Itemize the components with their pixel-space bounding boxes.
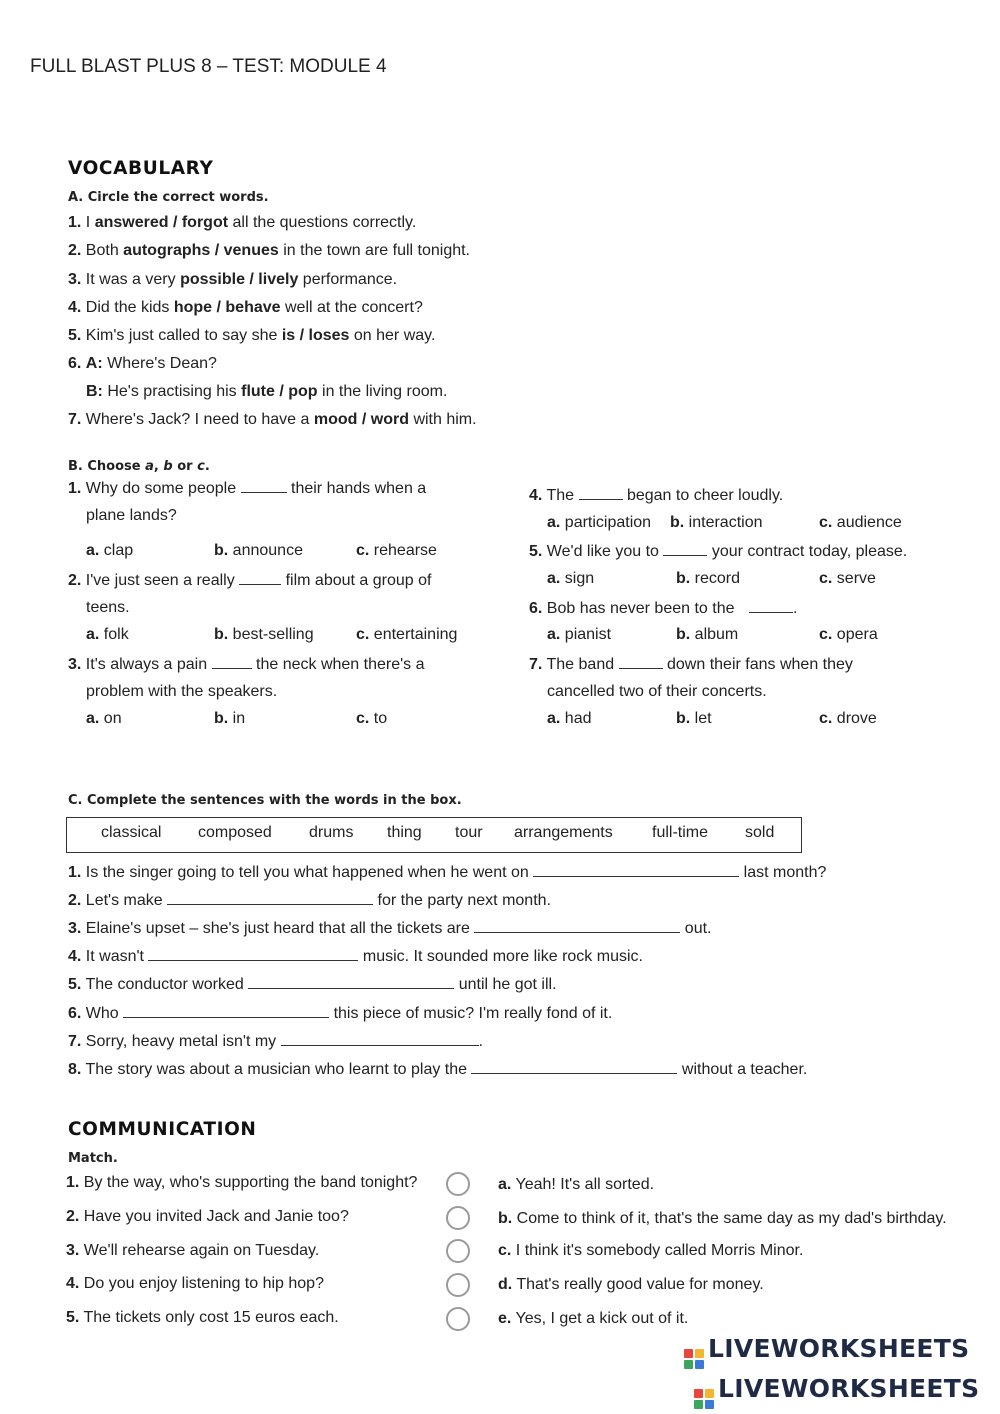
answer-blank[interactable]: [663, 541, 707, 556]
a-item-4: 4. Did the kids hope / behave well at the concert?: [68, 299, 423, 316]
b-q4-option-b[interactable]: b. interaction: [670, 514, 763, 531]
choice[interactable]: answered / forgot: [94, 214, 229, 231]
choice[interactable]: flute / pop: [241, 383, 318, 400]
b-question-3: 3. It's always a pain the neck when there's a: [68, 656, 425, 673]
match-left-2: 2. Have you invited Jack and Janie too?: [66, 1208, 349, 1225]
b-q3-option-b[interactable]: b. in: [214, 710, 246, 727]
b-q4-option-c[interactable]: c. audience: [819, 514, 902, 531]
b-q7-option-b[interactable]: b. let: [676, 710, 712, 727]
b-question-6: 6. Bob has never been to the .: [529, 600, 798, 617]
a-item-7: 7. Where's Jack? I need to have a mood / word with him.: [68, 411, 477, 428]
choice[interactable]: is / loses: [281, 327, 350, 344]
b-q3-option-a[interactable]: a. on: [86, 710, 122, 727]
word-box-item: composed: [198, 824, 272, 841]
section-c-instruction: C. Complete the sentences with the words in the box.: [68, 793, 462, 808]
liveworksheets-watermark: LIVEWORKSHEETS: [694, 1374, 979, 1409]
b-q3-option-c[interactable]: c. to: [356, 710, 388, 727]
choice[interactable]: autographs / venues: [123, 242, 279, 259]
vocabulary-heading: VOCABULARY: [68, 158, 214, 179]
a-item-3: 3. It was a very possible / lively performance.: [68, 271, 398, 288]
answer-blank[interactable]: [167, 890, 373, 905]
answer-blank[interactable]: [212, 654, 252, 669]
match-answer-circle-3[interactable]: [446, 1239, 470, 1263]
word-box-item: arrangements: [514, 824, 613, 841]
c-item-7: 7. Sorry, heavy metal isn't my .: [68, 1033, 484, 1050]
word-box-item: classical: [101, 824, 162, 841]
b-q2-option-b[interactable]: b. best-selling: [214, 626, 314, 643]
c-item-6: 6. Who this piece of music? I'm really fond of it.: [68, 1005, 613, 1022]
word-box: [66, 817, 802, 853]
communication-heading: COMMUNICATION: [68, 1119, 257, 1140]
c-item-2: 2. Let's make for the party next month.: [68, 892, 551, 909]
match-answer-circle-5[interactable]: [446, 1307, 470, 1331]
match-instruction: Match.: [68, 1151, 118, 1166]
b-question-1: 1. Why do some people their hands when a: [68, 480, 427, 497]
match-answer-circle-2[interactable]: [446, 1206, 470, 1230]
b-question-2: 2. I've just seen a really film about a group of: [68, 572, 432, 589]
word-box-item: sold: [745, 824, 775, 841]
b-q2-option-a[interactable]: a. folk: [86, 626, 129, 643]
section-a-instruction: A. Circle the correct words.: [68, 190, 269, 205]
match-right-e: e. Yes, I get a kick out of it.: [498, 1310, 689, 1327]
a-item-6b: B: He's practising his flute / pop in the living room.: [86, 383, 448, 400]
b-question-4: 4. The began to cheer loudly.: [529, 487, 784, 504]
answer-blank[interactable]: [248, 974, 454, 989]
answer-blank[interactable]: [579, 485, 623, 500]
answer-blank[interactable]: [533, 862, 739, 877]
liveworksheets-watermark: LIVEWORKSHEETS: [684, 1334, 969, 1369]
b-q6-option-b[interactable]: b. album: [676, 626, 739, 643]
match-right-a: a. Yeah! It's all sorted.: [498, 1176, 655, 1193]
liveworksheets-logo-icon: [684, 1349, 704, 1369]
word-box-item: tour: [455, 824, 483, 841]
match-answer-circle-1[interactable]: [446, 1172, 470, 1196]
match-left-1: 1. By the way, who's supporting the band tonight?: [66, 1174, 418, 1191]
b-q5-option-c[interactable]: c. serve: [819, 570, 876, 587]
answer-blank[interactable]: [471, 1059, 677, 1074]
match-left-3: 3. We'll rehearse again on Tuesday.: [66, 1242, 320, 1259]
c-item-3: 3. Elaine's upset – she's just heard that all the tickets are out.: [68, 920, 712, 937]
b-q4-option-a[interactable]: a. participation: [547, 514, 652, 531]
a-item-6a: 6. A: Where's Dean?: [68, 355, 217, 372]
c-item-8: 8. The story was about a musician who learnt to play the without a teacher.: [68, 1061, 808, 1078]
match-right-d: d. That's really good value for money.: [498, 1276, 764, 1293]
match-answer-circle-4[interactable]: [446, 1273, 470, 1297]
a-item-1: 1. I answered / forgot all the questions correctly.: [68, 214, 417, 231]
b-q7-option-a[interactable]: a. had: [547, 710, 592, 727]
answer-blank[interactable]: [749, 598, 793, 613]
liveworksheets-logo-icon: [694, 1389, 714, 1409]
word-box-item: drums: [309, 824, 354, 841]
answer-blank[interactable]: [148, 946, 358, 961]
a-item-5: 5. Kim's just called to say she is / loses on her way.: [68, 327, 436, 344]
b-q6-option-a[interactable]: a. pianist: [547, 626, 612, 643]
c-item-4: 4. It wasn't music. It sounded more like rock music.: [68, 948, 643, 965]
c-item-5: 5. The conductor worked until he got ill.: [68, 976, 557, 993]
word-box-item: full-time: [652, 824, 709, 841]
b-q1-option-b[interactable]: b. announce: [214, 542, 303, 559]
c-item-1: 1. Is the singer going to tell you what happened when he went on last month?: [68, 864, 827, 881]
choice[interactable]: mood / word: [313, 411, 409, 428]
answer-blank[interactable]: [241, 478, 287, 493]
b-question-7: 7. The band down their fans when they: [529, 656, 853, 673]
answer-blank[interactable]: [474, 918, 680, 933]
answer-blank[interactable]: [239, 570, 281, 585]
answer-blank[interactable]: [123, 1003, 329, 1018]
b-question-3-cont: problem with the speakers.: [86, 683, 278, 700]
word-box-item: thing: [387, 824, 422, 841]
b-q5-option-b[interactable]: b. record: [676, 570, 741, 587]
b-q5-option-a[interactable]: a. sign: [547, 570, 595, 587]
a-item-2: 2. Both autographs / venues in the town are full tonight.: [68, 242, 470, 259]
b-q7-option-c[interactable]: c. drove: [819, 710, 877, 727]
b-q6-option-c[interactable]: c. opera: [819, 626, 878, 643]
choice[interactable]: possible / lively: [180, 271, 299, 288]
match-right-b: b. Come to think of it, that's the same day as my dad's birthday.: [498, 1210, 947, 1227]
answer-blank[interactable]: [619, 654, 663, 669]
b-question-1-cont: plane lands?: [86, 507, 177, 524]
b-question-7-cont: cancelled two of their concerts.: [547, 683, 767, 700]
choice[interactable]: hope / behave: [173, 299, 281, 316]
match-right-c: c. I think it's somebody called Morris Minor.: [498, 1242, 804, 1259]
b-question-5: 5. We'd like you to your contract today, please.: [529, 543, 908, 560]
b-q1-option-c[interactable]: c. rehearse: [356, 542, 437, 559]
match-left-4: 4. Do you enjoy listening to hip hop?: [66, 1275, 324, 1292]
b-q1-option-a[interactable]: a. clap: [86, 542, 134, 559]
page-title: FULL BLAST PLUS 8 – TEST: MODULE 4: [30, 56, 387, 77]
b-question-2-cont: teens.: [86, 599, 130, 616]
match-left-5: 5. The tickets only cost 15 euros each.: [66, 1309, 339, 1326]
answer-blank[interactable]: [281, 1031, 479, 1046]
section-b-instruction: B. Choose a, b or c.: [68, 459, 210, 474]
b-q2-option-c[interactable]: c. entertaining: [356, 626, 458, 643]
